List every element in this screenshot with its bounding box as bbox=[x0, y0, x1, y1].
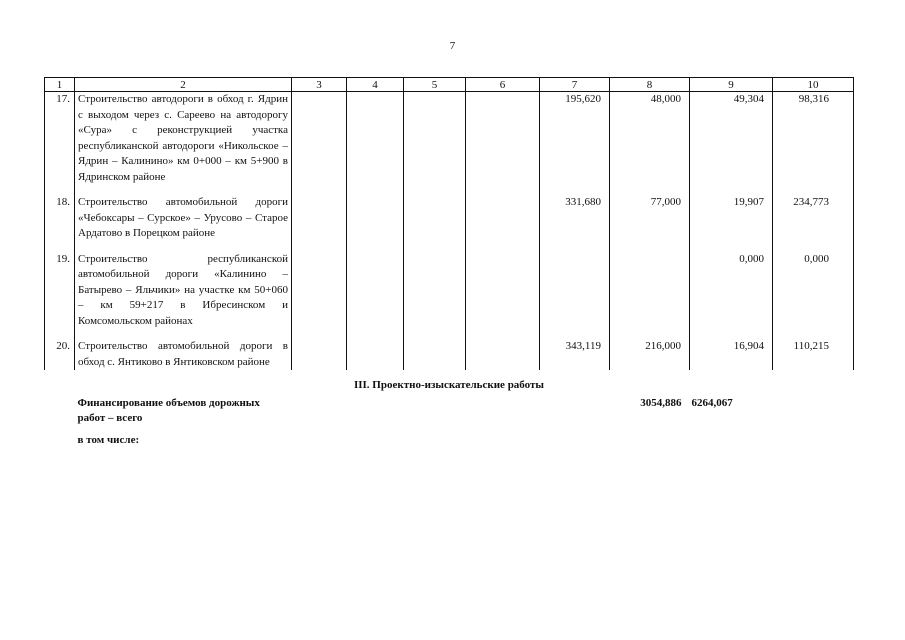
cell-col6 bbox=[466, 195, 540, 252]
cell-col10: 98,316 bbox=[773, 92, 854, 196]
cell-col10: 234,773 bbox=[773, 195, 854, 252]
column-header-6: 6 bbox=[466, 78, 540, 92]
column-header-10: 10 bbox=[773, 78, 854, 92]
total-col9: 6264,067 bbox=[691, 396, 733, 409]
column-header-1: 1 bbox=[45, 78, 75, 92]
row-number: 18. bbox=[45, 195, 75, 252]
total-empty-cell bbox=[466, 396, 540, 427]
column-header-5: 5 bbox=[404, 78, 466, 92]
budget-table bbox=[44, 77, 854, 449]
total-empty-cell bbox=[347, 396, 404, 427]
cell-col5 bbox=[404, 195, 466, 252]
cell-col3 bbox=[292, 195, 347, 252]
including-empty-cell bbox=[347, 427, 404, 449]
cell-col8: 77,000 bbox=[610, 195, 690, 252]
total-row bbox=[45, 396, 854, 427]
including-empty-cell bbox=[466, 427, 540, 449]
table-row bbox=[45, 195, 854, 252]
including-empty-cell bbox=[540, 427, 610, 449]
cell-col7 bbox=[540, 252, 610, 340]
cell-col6 bbox=[466, 92, 540, 196]
including-empty-cell bbox=[292, 427, 347, 449]
including-row bbox=[45, 427, 854, 449]
section-row bbox=[45, 370, 854, 396]
row-number: 17. bbox=[45, 92, 75, 196]
cell-col6 bbox=[466, 252, 540, 340]
total-empty-cell bbox=[45, 396, 75, 427]
including-empty-cell bbox=[45, 427, 75, 449]
column-header-4: 4 bbox=[347, 78, 404, 92]
cell-col5 bbox=[404, 252, 466, 340]
cell-col3 bbox=[292, 252, 347, 340]
cell-col9: 0,000 bbox=[690, 252, 773, 340]
including-empty-cell bbox=[690, 427, 773, 449]
cell-col9: 19,907 bbox=[690, 195, 773, 252]
cell-col5 bbox=[404, 339, 466, 370]
cell-col7: 331,680 bbox=[540, 195, 610, 252]
cell-col9: 16,904 bbox=[690, 339, 773, 370]
cell-col3 bbox=[292, 339, 347, 370]
row-name: Строительство республиканской автомобильной дороги «Калинино – Батырево – Яльчики» на участке км 50+060 – км 59+217 в Ибресинском и Комсомольском районах bbox=[75, 252, 292, 340]
table-row bbox=[45, 92, 854, 196]
table-row bbox=[45, 252, 854, 340]
including-empty-cell bbox=[610, 427, 690, 449]
table-header-row bbox=[45, 78, 854, 92]
total-empty-cell bbox=[292, 396, 347, 427]
row-number: 19. bbox=[45, 252, 75, 340]
total-col8: 3054,886 bbox=[640, 396, 682, 409]
total-empty-cell bbox=[404, 396, 466, 427]
total-label: Финансирование объемов дорожных работ – всего bbox=[77, 396, 260, 424]
cell-col4 bbox=[347, 252, 404, 340]
row-name: Строительство автомобильной дороги в обход с. Янтиково в Янтиковском районе bbox=[75, 339, 292, 370]
including-empty-cell bbox=[404, 427, 466, 449]
row-name: Строительство автодороги в обход г. Ядрин с выходом через с. Сареево на автодорогу «Сура» с реконструкцией участка республиканской автодороги «Никольское – Ядрин – Калинино» км 0+000 – км 5+900 в Ядринском районе bbox=[75, 92, 292, 196]
cell-col4 bbox=[347, 339, 404, 370]
cell-col4 bbox=[347, 92, 404, 196]
column-header-9: 9 bbox=[690, 78, 773, 92]
cell-col10: 0,000 bbox=[773, 252, 854, 340]
row-number: 20. bbox=[45, 339, 75, 370]
cell-col6 bbox=[466, 339, 540, 370]
column-header-3: 3 bbox=[292, 78, 347, 92]
page-number: 7 bbox=[449, 40, 456, 52]
cell-col7: 195,620 bbox=[540, 92, 610, 196]
column-header-2: 2 bbox=[75, 78, 292, 92]
cell-col4 bbox=[347, 195, 404, 252]
cell-col5 bbox=[404, 92, 466, 196]
section-title: III. Проектно-изыскательские работы bbox=[353, 379, 545, 391]
including-empty-cell bbox=[773, 427, 854, 449]
including-label: в том числе: bbox=[77, 433, 140, 446]
cell-col8: 48,000 bbox=[610, 92, 690, 196]
table-row bbox=[45, 339, 854, 370]
cell-col3 bbox=[292, 92, 347, 196]
cell-col10: 110,215 bbox=[773, 339, 854, 370]
row-name: Строительство автомобильной дороги «Чебоксары – Сурское» – Урусово – Старое Ардатово в Порецком районе bbox=[75, 195, 292, 252]
cell-col7: 343,119 bbox=[540, 339, 610, 370]
total-empty-cell bbox=[540, 396, 610, 427]
column-header-7: 7 bbox=[540, 78, 610, 92]
column-header-8: 8 bbox=[610, 78, 690, 92]
cell-col8 bbox=[610, 252, 690, 340]
cell-col9: 49,304 bbox=[690, 92, 773, 196]
total-empty-cell bbox=[773, 396, 854, 427]
cell-col8: 216,000 bbox=[610, 339, 690, 370]
